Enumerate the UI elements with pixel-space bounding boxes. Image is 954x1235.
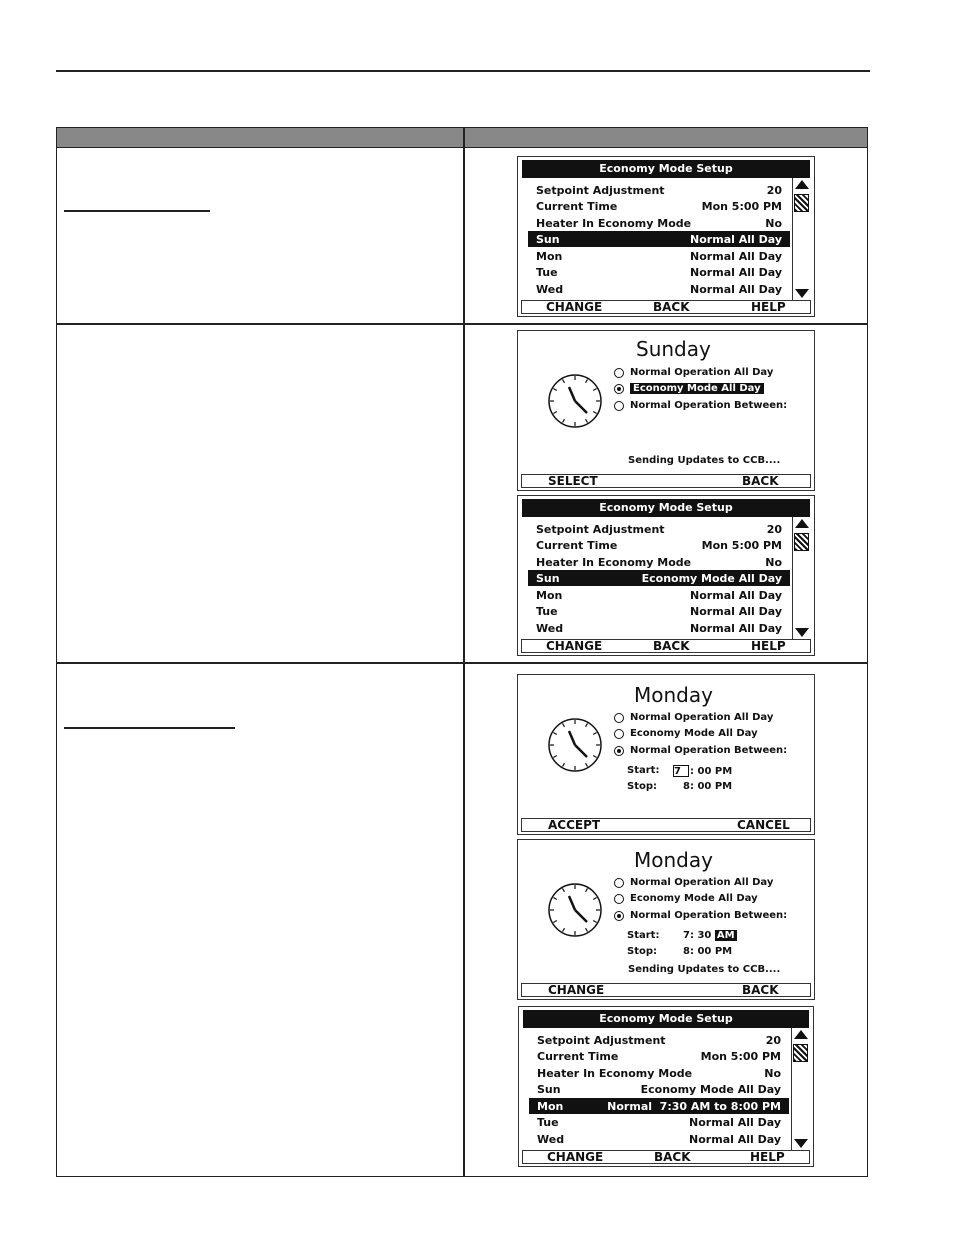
softkey-bar xyxy=(522,1150,810,1164)
softkey-bar xyxy=(521,300,811,314)
scroll-down-arrow-icon[interactable] xyxy=(794,1139,808,1148)
day-schedule-screen xyxy=(517,674,815,835)
softkey-bar xyxy=(521,818,811,832)
radio-option[interactable]: Economy Mode All Day xyxy=(614,893,758,904)
list-item[interactable]: Setpoint Adjustment 20 xyxy=(536,183,782,197)
clock-icon xyxy=(547,717,603,773)
table-header xyxy=(57,128,867,148)
back-button[interactable]: BACK xyxy=(653,639,690,653)
screen-title: Economy Mode Setup xyxy=(522,160,810,178)
list-item[interactable]: Tue Normal All Day xyxy=(537,1115,781,1129)
back-button[interactable]: BACK xyxy=(742,983,779,997)
stop-label: Stop: xyxy=(627,781,658,792)
scroll-thumb[interactable] xyxy=(793,1044,808,1062)
radio-option[interactable]: Normal Operation Between: xyxy=(614,400,787,411)
softkey-bar xyxy=(521,474,811,488)
help-button[interactable]: HELP xyxy=(751,639,786,653)
list-item[interactable]: Current Time Mon 5:00 PM xyxy=(537,1049,781,1063)
economy-mode-setup-screen xyxy=(518,1006,814,1167)
help-button[interactable]: HELP xyxy=(751,300,786,314)
radio-option-selected[interactable]: Normal Operation Between: xyxy=(614,910,787,921)
edit-cursor[interactable]: 7 xyxy=(673,765,689,777)
list-item[interactable]: Mon Normal All Day xyxy=(536,249,782,263)
list-item[interactable]: Tue Normal All Day xyxy=(536,604,782,618)
list-item-selected[interactable]: Sun Economy Mode All Day xyxy=(528,570,790,586)
scroll-thumb[interactable] xyxy=(794,533,809,551)
start-time-field[interactable]: 7: 30 AM xyxy=(683,930,735,941)
change-button[interactable]: CHANGE xyxy=(548,983,605,997)
list-item[interactable]: Tue Normal All Day xyxy=(536,265,782,279)
cancel-button[interactable]: CANCEL xyxy=(737,818,790,832)
start-label: Start: xyxy=(627,930,660,941)
economy-mode-setup-screen xyxy=(517,495,815,656)
list-item[interactable]: Setpoint Adjustment 20 xyxy=(536,522,782,536)
back-button[interactable]: BACK xyxy=(742,474,779,488)
list-item-selected[interactable]: Sun Normal All Day xyxy=(528,231,790,247)
column-divider xyxy=(463,128,465,1176)
back-button[interactable]: BACK xyxy=(654,1150,691,1164)
radio-option-selected[interactable]: Normal Operation Between: xyxy=(614,745,787,756)
day-schedule-screen xyxy=(517,330,815,491)
underline xyxy=(64,210,210,212)
radio-option[interactable]: Normal Operation All Day xyxy=(614,367,773,378)
day-title: Sunday xyxy=(636,337,711,361)
radio-button[interactable] xyxy=(614,894,624,904)
list-item[interactable]: Wed Normal All Day xyxy=(537,1132,781,1146)
start-time-field[interactable]: 7 : 00 PM xyxy=(674,766,733,777)
list-item[interactable]: Current Time Mon 5:00 PM xyxy=(536,199,782,213)
radio-button[interactable] xyxy=(614,713,624,723)
scroll-up-arrow-icon[interactable] xyxy=(794,1030,808,1039)
radio-option[interactable]: Normal Operation All Day xyxy=(614,877,773,888)
radio-button[interactable] xyxy=(614,911,624,921)
change-button[interactable]: CHANGE xyxy=(546,639,603,653)
list-item[interactable]: Heater In Economy Mode No xyxy=(537,1066,781,1080)
radio-option-selected[interactable]: Economy Mode All Day xyxy=(614,383,764,394)
stop-time-field[interactable]: 8: 00 PM xyxy=(683,946,733,957)
list-item[interactable]: Mon Normal All Day xyxy=(536,588,782,602)
stop-label: Stop: xyxy=(627,946,658,957)
radio-button[interactable] xyxy=(614,729,624,739)
day-title: Monday xyxy=(634,848,713,872)
scrollbar[interactable] xyxy=(792,178,810,300)
scroll-up-arrow-icon[interactable] xyxy=(795,180,809,189)
top-rule xyxy=(56,70,870,72)
change-button[interactable]: CHANGE xyxy=(547,1150,604,1164)
ampm-highlight[interactable]: AM xyxy=(716,930,735,941)
day-schedule-screen xyxy=(517,839,815,1000)
clock-icon xyxy=(547,882,603,938)
list-item[interactable]: Heater In Economy Mode No xyxy=(536,216,782,230)
back-button[interactable]: BACK xyxy=(653,300,690,314)
economy-mode-setup-screen xyxy=(517,156,815,317)
softkey-bar xyxy=(521,983,811,997)
scroll-down-arrow-icon[interactable] xyxy=(795,289,809,298)
change-button[interactable]: CHANGE xyxy=(546,300,603,314)
radio-button[interactable] xyxy=(614,401,624,411)
list-item[interactable]: Heater In Economy Mode No xyxy=(536,555,782,569)
radio-button[interactable] xyxy=(614,368,624,378)
accept-button[interactable]: ACCEPT xyxy=(548,818,601,832)
list-item[interactable]: Current Time Mon 5:00 PM xyxy=(536,538,782,552)
radio-button[interactable] xyxy=(614,746,624,756)
radio-option[interactable]: Economy Mode All Day xyxy=(614,728,758,739)
scrollbar[interactable] xyxy=(791,1028,809,1150)
scrollbar[interactable] xyxy=(792,517,810,639)
stop-time-field[interactable]: 8: 00 PM xyxy=(683,781,733,792)
scroll-thumb[interactable] xyxy=(794,194,809,212)
day-title: Monday xyxy=(634,683,713,707)
clock-icon xyxy=(547,373,603,429)
underline xyxy=(64,727,235,729)
scroll-up-arrow-icon[interactable] xyxy=(795,519,809,528)
select-button[interactable]: SELECT xyxy=(548,474,598,488)
list-item[interactable]: Sun Economy Mode All Day xyxy=(537,1082,781,1096)
screen-title: Economy Mode Setup xyxy=(523,1010,809,1028)
list-item-selected[interactable]: Mon Normal 7:30 AM to 8:00 PM xyxy=(529,1098,789,1114)
list-item[interactable]: Wed Normal All Day xyxy=(536,621,782,635)
radio-button[interactable] xyxy=(614,384,624,394)
radio-option[interactable]: Normal Operation All Day xyxy=(614,712,773,723)
list-item[interactable]: Wed Normal All Day xyxy=(536,282,782,296)
start-label: Start: xyxy=(627,765,660,776)
help-button[interactable]: HELP xyxy=(750,1150,785,1164)
status-text: Sending Updates to CCB.... xyxy=(628,455,781,466)
row-divider xyxy=(57,662,867,664)
row-divider xyxy=(57,323,867,325)
softkey-bar xyxy=(521,639,811,653)
radio-button[interactable] xyxy=(614,878,624,888)
screen-title: Economy Mode Setup xyxy=(522,499,810,517)
scroll-down-arrow-icon[interactable] xyxy=(795,628,809,637)
status-text: Sending Updates to CCB.... xyxy=(628,964,781,975)
list-item[interactable]: Setpoint Adjustment 20 xyxy=(537,1033,781,1047)
